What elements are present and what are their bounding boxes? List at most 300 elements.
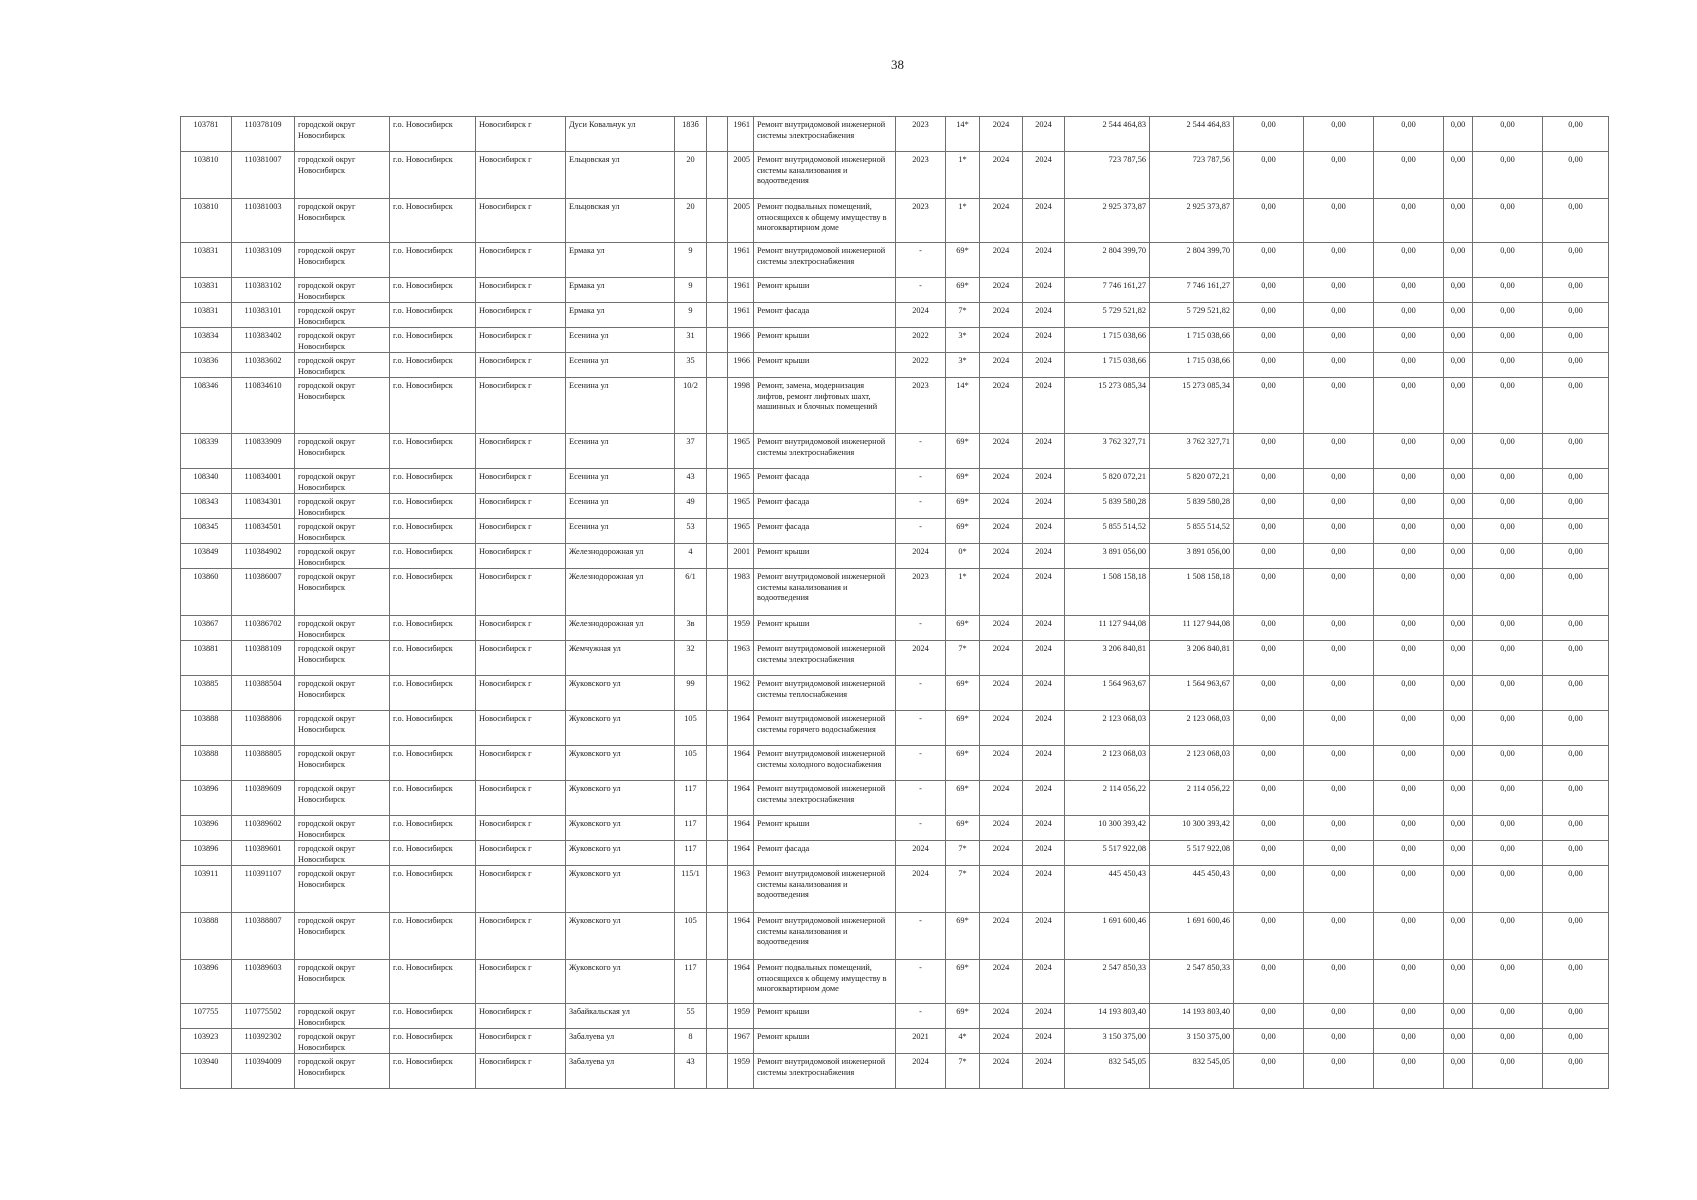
cost-federal-cell: 0,00 [1234,676,1304,711]
build-year-cell: 1998 [728,378,754,434]
cost-owners-cell: 0,00 [1473,243,1543,278]
plan-start-year-cell: 2024 [980,434,1023,469]
cost-owners-cell: 0,00 [1473,616,1543,641]
wear-percent-cell: 7* [946,866,980,913]
cost-fund-cell: 10 300 393,42 [1150,816,1234,841]
assessment-year-cell: - [896,1004,946,1029]
street-cell: Жуковского ул [566,746,675,781]
cost-federal-cell: 0,00 [1234,544,1304,569]
cost-other-cell: 0,00 [1444,519,1473,544]
table-row [181,781,1609,816]
cost-owners-cell: 0,00 [1473,816,1543,841]
settlement-cell: Новосибирск г [476,816,566,841]
cost-extra-cell: 0,00 [1543,494,1609,519]
plan-end-year-cell: 2024 [1023,353,1065,378]
row-id-cell: 103867 [181,616,232,641]
house-code-cell: 110392302 [232,1029,295,1054]
corpus-cell [707,494,728,519]
municipality-cell: городской округ Новосибирск [295,816,390,841]
cost-federal-cell: 0,00 [1234,303,1304,328]
plan-end-year-cell: 2024 [1023,569,1065,616]
wear-percent-cell: 69* [946,746,980,781]
table-row [181,328,1609,353]
cost-other-cell: 0,00 [1444,641,1473,676]
street-cell: Жуковского ул [566,960,675,1004]
build-year-cell: 1964 [728,816,754,841]
cost-extra-cell: 0,00 [1543,152,1609,199]
cost-regional-cell: 0,00 [1304,641,1374,676]
total-cost-cell: 5 855 514,52 [1065,519,1150,544]
cost-fund-cell: 7 746 161,27 [1150,278,1234,303]
municipal-district-cell: г.о. Новосибирск [390,676,476,711]
street-cell: Жуковского ул [566,781,675,816]
plan-end-year-cell: 2024 [1023,960,1065,1004]
work-type-cell: Ремонт фасада [754,303,896,328]
cost-extra-cell: 0,00 [1543,746,1609,781]
cost-owners-cell: 0,00 [1473,469,1543,494]
cost-fund-cell: 15 273 085,34 [1150,378,1234,434]
municipality-cell: городской округ Новосибирск [295,117,390,152]
cost-owners-cell: 0,00 [1473,199,1543,243]
settlement-cell: Новосибирск г [476,1054,566,1089]
table-row [181,519,1609,544]
work-type-cell: Ремонт крыши [754,328,896,353]
street-cell: Ельцовская ул [566,152,675,199]
house-number-cell: 9 [675,243,707,278]
assessment-year-cell: 2023 [896,152,946,199]
cost-owners-cell: 0,00 [1473,1054,1543,1089]
work-type-cell: Ремонт внутридомовой инженерной системы горячего водоснабжения [754,711,896,746]
cost-local-cell: 0,00 [1374,569,1444,616]
cost-federal-cell: 0,00 [1234,616,1304,641]
settlement-cell: Новосибирск г [476,278,566,303]
cost-regional-cell: 0,00 [1304,841,1374,866]
plan-start-year-cell: 2024 [980,243,1023,278]
table-row [181,469,1609,494]
cost-local-cell: 0,00 [1374,469,1444,494]
plan-start-year-cell: 2024 [980,841,1023,866]
wear-percent-cell: 1* [946,199,980,243]
total-cost-cell: 1 691 600,46 [1065,913,1150,960]
cost-regional-cell: 0,00 [1304,278,1374,303]
municipality-cell: городской округ Новосибирск [295,1004,390,1029]
wear-percent-cell: 69* [946,711,980,746]
house-code-cell: 110389601 [232,841,295,866]
total-cost-cell: 5 517 922,08 [1065,841,1150,866]
total-cost-cell: 1 508 158,18 [1065,569,1150,616]
cost-extra-cell: 0,00 [1543,569,1609,616]
municipal-district-cell: г.о. Новосибирск [390,434,476,469]
table-row [181,569,1609,616]
row-id-cell: 103881 [181,641,232,676]
house-number-cell: 35 [675,353,707,378]
build-year-cell: 2005 [728,199,754,243]
cost-local-cell: 0,00 [1374,519,1444,544]
build-year-cell: 1965 [728,519,754,544]
house-number-cell: 3в [675,616,707,641]
cost-other-cell: 0,00 [1444,434,1473,469]
house-code-cell: 110834301 [232,494,295,519]
municipal-district-cell: г.о. Новосибирск [390,641,476,676]
street-cell: Забалуева ул [566,1029,675,1054]
cost-regional-cell: 0,00 [1304,816,1374,841]
house-code-cell: 110381003 [232,199,295,243]
cost-owners-cell: 0,00 [1473,1029,1543,1054]
cost-extra-cell: 0,00 [1543,544,1609,569]
cost-federal-cell: 0,00 [1234,960,1304,1004]
assessment-year-cell: - [896,913,946,960]
assessment-year-cell: - [896,243,946,278]
cost-owners-cell: 0,00 [1473,328,1543,353]
municipal-district-cell: г.о. Новосибирск [390,616,476,641]
cost-regional-cell: 0,00 [1304,711,1374,746]
cost-extra-cell: 0,00 [1543,841,1609,866]
row-id-cell: 103831 [181,243,232,278]
municipality-cell: городской округ Новосибирск [295,544,390,569]
cost-federal-cell: 0,00 [1234,569,1304,616]
total-cost-cell: 15 273 085,34 [1065,378,1150,434]
table-row [181,278,1609,303]
settlement-cell: Новосибирск г [476,117,566,152]
cost-owners-cell: 0,00 [1473,434,1543,469]
house-code-cell: 110389609 [232,781,295,816]
table-row [181,641,1609,676]
plan-end-year-cell: 2024 [1023,117,1065,152]
cost-other-cell: 0,00 [1444,303,1473,328]
table-row [181,616,1609,641]
wear-percent-cell: 69* [946,960,980,1004]
cost-extra-cell: 0,00 [1543,960,1609,1004]
street-cell: Дуси Ковальчук ул [566,117,675,152]
cost-fund-cell: 2 544 464,83 [1150,117,1234,152]
cost-other-cell: 0,00 [1444,328,1473,353]
wear-percent-cell: 69* [946,616,980,641]
municipal-district-cell: г.о. Новосибирск [390,1004,476,1029]
cost-fund-cell: 723 787,56 [1150,152,1234,199]
assessment-year-cell: - [896,494,946,519]
cost-federal-cell: 0,00 [1234,199,1304,243]
total-cost-cell: 3 150 375,00 [1065,1029,1150,1054]
work-type-cell: Ремонт внутридомовой инженерной системы канализования и водоотведения [754,866,896,913]
house-code-cell: 110834001 [232,469,295,494]
corpus-cell [707,434,728,469]
table-row [181,746,1609,781]
cost-regional-cell: 0,00 [1304,616,1374,641]
cost-local-cell: 0,00 [1374,711,1444,746]
plan-end-year-cell: 2024 [1023,641,1065,676]
street-cell: Есенина ул [566,434,675,469]
house-code-cell: 110389602 [232,816,295,841]
street-cell: Жемчужная ул [566,641,675,676]
plan-start-year-cell: 2024 [980,781,1023,816]
cost-owners-cell: 0,00 [1473,746,1543,781]
municipal-district-cell: г.о. Новосибирск [390,1054,476,1089]
settlement-cell: Новосибирск г [476,781,566,816]
row-id-cell: 108345 [181,519,232,544]
plan-end-year-cell: 2024 [1023,1054,1065,1089]
cost-fund-cell: 1 691 600,46 [1150,913,1234,960]
build-year-cell: 1965 [728,469,754,494]
row-id-cell: 103940 [181,1054,232,1089]
house-number-cell: 31 [675,328,707,353]
row-id-cell: 108343 [181,494,232,519]
cost-regional-cell: 0,00 [1304,1029,1374,1054]
municipal-district-cell: г.о. Новосибирск [390,328,476,353]
cost-local-cell: 0,00 [1374,913,1444,960]
assessment-year-cell: - [896,434,946,469]
plan-start-year-cell: 2024 [980,569,1023,616]
municipality-cell: городской округ Новосибирск [295,378,390,434]
work-type-cell: Ремонт крыши [754,353,896,378]
house-number-cell: 8 [675,1029,707,1054]
assessment-year-cell: 2022 [896,328,946,353]
cost-extra-cell: 0,00 [1543,913,1609,960]
cost-extra-cell: 0,00 [1543,328,1609,353]
total-cost-cell: 445 450,43 [1065,866,1150,913]
cost-regional-cell: 0,00 [1304,1004,1374,1029]
table-row [181,434,1609,469]
cost-owners-cell: 0,00 [1473,641,1543,676]
total-cost-cell: 5 820 072,21 [1065,469,1150,494]
work-type-cell: Ремонт крыши [754,1029,896,1054]
total-cost-cell: 832 545,05 [1065,1054,1150,1089]
municipality-cell: городской округ Новосибирск [295,1054,390,1089]
cost-owners-cell: 0,00 [1473,781,1543,816]
wear-percent-cell: 7* [946,841,980,866]
house-number-cell: 105 [675,746,707,781]
row-id-cell: 103911 [181,866,232,913]
cost-regional-cell: 0,00 [1304,303,1374,328]
wear-percent-cell: 4* [946,1029,980,1054]
cost-owners-cell: 0,00 [1473,676,1543,711]
house-code-cell: 110388807 [232,913,295,960]
assessment-year-cell: - [896,746,946,781]
municipality-cell: городской округ Новосибирск [295,328,390,353]
total-cost-cell: 3 762 327,71 [1065,434,1150,469]
assessment-year-cell: - [896,278,946,303]
wear-percent-cell: 69* [946,816,980,841]
cost-other-cell: 0,00 [1444,781,1473,816]
cost-extra-cell: 0,00 [1543,278,1609,303]
corpus-cell [707,1029,728,1054]
settlement-cell: Новосибирск г [476,616,566,641]
total-cost-cell: 1 715 038,66 [1065,328,1150,353]
cost-federal-cell: 0,00 [1234,913,1304,960]
cost-regional-cell: 0,00 [1304,243,1374,278]
cost-local-cell: 0,00 [1374,378,1444,434]
municipality-cell: городской округ Новосибирск [295,243,390,278]
corpus-cell [707,960,728,1004]
assessment-year-cell: 2023 [896,199,946,243]
cost-extra-cell: 0,00 [1543,616,1609,641]
house-number-cell: 117 [675,816,707,841]
municipality-cell: городской округ Новосибирск [295,569,390,616]
plan-start-year-cell: 2024 [980,544,1023,569]
plan-end-year-cell: 2024 [1023,494,1065,519]
table-row [181,243,1609,278]
build-year-cell: 1964 [728,913,754,960]
cost-fund-cell: 5 855 514,52 [1150,519,1234,544]
cost-local-cell: 0,00 [1374,278,1444,303]
settlement-cell: Новосибирск г [476,676,566,711]
cost-federal-cell: 0,00 [1234,378,1304,434]
cost-extra-cell: 0,00 [1543,1029,1609,1054]
municipal-district-cell: г.о. Новосибирск [390,569,476,616]
row-id-cell: 103860 [181,569,232,616]
cost-fund-cell: 1 715 038,66 [1150,353,1234,378]
page-number: 38 [891,57,904,72]
settlement-cell: Новосибирск г [476,841,566,866]
house-number-cell: 55 [675,1004,707,1029]
cost-extra-cell: 0,00 [1543,641,1609,676]
build-year-cell: 1967 [728,1029,754,1054]
street-cell: Жуковского ул [566,913,675,960]
cost-other-cell: 0,00 [1444,117,1473,152]
cost-owners-cell: 0,00 [1473,117,1543,152]
build-year-cell: 1959 [728,1054,754,1089]
cost-regional-cell: 0,00 [1304,866,1374,913]
cost-other-cell: 0,00 [1444,569,1473,616]
municipality-cell: городской округ Новосибирск [295,866,390,913]
table-row [181,1054,1609,1089]
street-cell: Есенина ул [566,519,675,544]
assessment-year-cell: 2023 [896,117,946,152]
municipality-cell: городской округ Новосибирск [295,494,390,519]
assessment-year-cell: 2021 [896,1029,946,1054]
work-type-cell: Ремонт фасада [754,841,896,866]
cost-local-cell: 0,00 [1374,616,1444,641]
settlement-cell: Новосибирск г [476,434,566,469]
work-type-cell: Ремонт внутридомовой инженерной системы канализования и водоотведения [754,569,896,616]
work-type-cell: Ремонт крыши [754,616,896,641]
wear-percent-cell: 1* [946,569,980,616]
municipality-cell: городской округ Новосибирск [295,616,390,641]
corpus-cell [707,866,728,913]
municipality-cell: городской округ Новосибирск [295,353,390,378]
municipal-district-cell: г.о. Новосибирск [390,278,476,303]
municipality-cell: городской округ Новосибирск [295,199,390,243]
cost-other-cell: 0,00 [1444,243,1473,278]
cost-other-cell: 0,00 [1444,711,1473,746]
house-number-cell: 20 [675,152,707,199]
cost-federal-cell: 0,00 [1234,866,1304,913]
settlement-cell: Новосибирск г [476,711,566,746]
total-cost-cell: 1 715 038,66 [1065,353,1150,378]
house-code-cell: 110383602 [232,353,295,378]
wear-percent-cell: 7* [946,1054,980,1089]
row-id-cell: 103923 [181,1029,232,1054]
build-year-cell: 1961 [728,278,754,303]
corpus-cell [707,243,728,278]
cost-local-cell: 0,00 [1374,199,1444,243]
street-cell: Жуковского ул [566,711,675,746]
row-id-cell: 103810 [181,199,232,243]
cost-regional-cell: 0,00 [1304,960,1374,1004]
municipality-cell: городской округ Новосибирск [295,960,390,1004]
row-id-cell: 103810 [181,152,232,199]
cost-extra-cell: 0,00 [1543,469,1609,494]
cost-extra-cell: 0,00 [1543,199,1609,243]
cost-owners-cell: 0,00 [1473,866,1543,913]
municipality-cell: городской округ Новосибирск [295,781,390,816]
settlement-cell: Новосибирск г [476,378,566,434]
house-code-cell: 110386702 [232,616,295,641]
corpus-cell [707,378,728,434]
wear-percent-cell: 0* [946,544,980,569]
municipal-district-cell: г.о. Новосибирск [390,746,476,781]
plan-start-year-cell: 2024 [980,746,1023,781]
settlement-cell: Новосибирск г [476,866,566,913]
assessment-year-cell: - [896,519,946,544]
cost-federal-cell: 0,00 [1234,1029,1304,1054]
total-cost-cell: 723 787,56 [1065,152,1150,199]
settlement-cell: Новосибирск г [476,544,566,569]
assessment-year-cell: - [896,676,946,711]
wear-percent-cell: 69* [946,913,980,960]
house-code-cell: 110381007 [232,152,295,199]
cost-other-cell: 0,00 [1444,1054,1473,1089]
assessment-year-cell: 2022 [896,353,946,378]
cost-federal-cell: 0,00 [1234,328,1304,353]
plan-end-year-cell: 2024 [1023,378,1065,434]
street-cell: Железнодорожная ул [566,569,675,616]
street-cell: Забалуева ул [566,1054,675,1089]
cost-federal-cell: 0,00 [1234,746,1304,781]
build-year-cell: 2005 [728,152,754,199]
build-year-cell: 1964 [728,711,754,746]
cost-owners-cell: 0,00 [1473,378,1543,434]
table-row [181,378,1609,434]
cost-owners-cell: 0,00 [1473,913,1543,960]
wear-percent-cell: 69* [946,243,980,278]
house-code-cell: 110389603 [232,960,295,1004]
house-number-cell: 6/1 [675,569,707,616]
municipal-district-cell: г.о. Новосибирск [390,117,476,152]
table-row [181,152,1609,199]
settlement-cell: Новосибирск г [476,303,566,328]
work-type-cell: Ремонт фасада [754,519,896,544]
work-type-cell: Ремонт внутридомовой инженерной системы электроснабжения [754,117,896,152]
build-year-cell: 2001 [728,544,754,569]
plan-start-year-cell: 2024 [980,152,1023,199]
plan-end-year-cell: 2024 [1023,781,1065,816]
cost-federal-cell: 0,00 [1234,278,1304,303]
cost-regional-cell: 0,00 [1304,434,1374,469]
corpus-cell [707,278,728,303]
municipality-cell: городской округ Новосибирск [295,711,390,746]
cost-regional-cell: 0,00 [1304,519,1374,544]
cost-owners-cell: 0,00 [1473,278,1543,303]
cost-other-cell: 0,00 [1444,816,1473,841]
cost-other-cell: 0,00 [1444,1029,1473,1054]
row-id-cell: 103836 [181,353,232,378]
assessment-year-cell: - [896,711,946,746]
plan-end-year-cell: 2024 [1023,519,1065,544]
wear-percent-cell: 69* [946,781,980,816]
work-type-cell: Ремонт подвальных помещений, относящихся к общему имуществу в многоквартирном доме [754,199,896,243]
assessment-year-cell: 2024 [896,544,946,569]
cost-fund-cell: 2 547 850,33 [1150,960,1234,1004]
repair-program-table [180,116,1609,1089]
cost-federal-cell: 0,00 [1234,353,1304,378]
plan-end-year-cell: 2024 [1023,616,1065,641]
plan-end-year-cell: 2024 [1023,676,1065,711]
plan-start-year-cell: 2024 [980,469,1023,494]
table-row [181,676,1609,711]
cost-regional-cell: 0,00 [1304,746,1374,781]
municipal-district-cell: г.о. Новосибирск [390,243,476,278]
municipality-cell: городской округ Новосибирск [295,913,390,960]
